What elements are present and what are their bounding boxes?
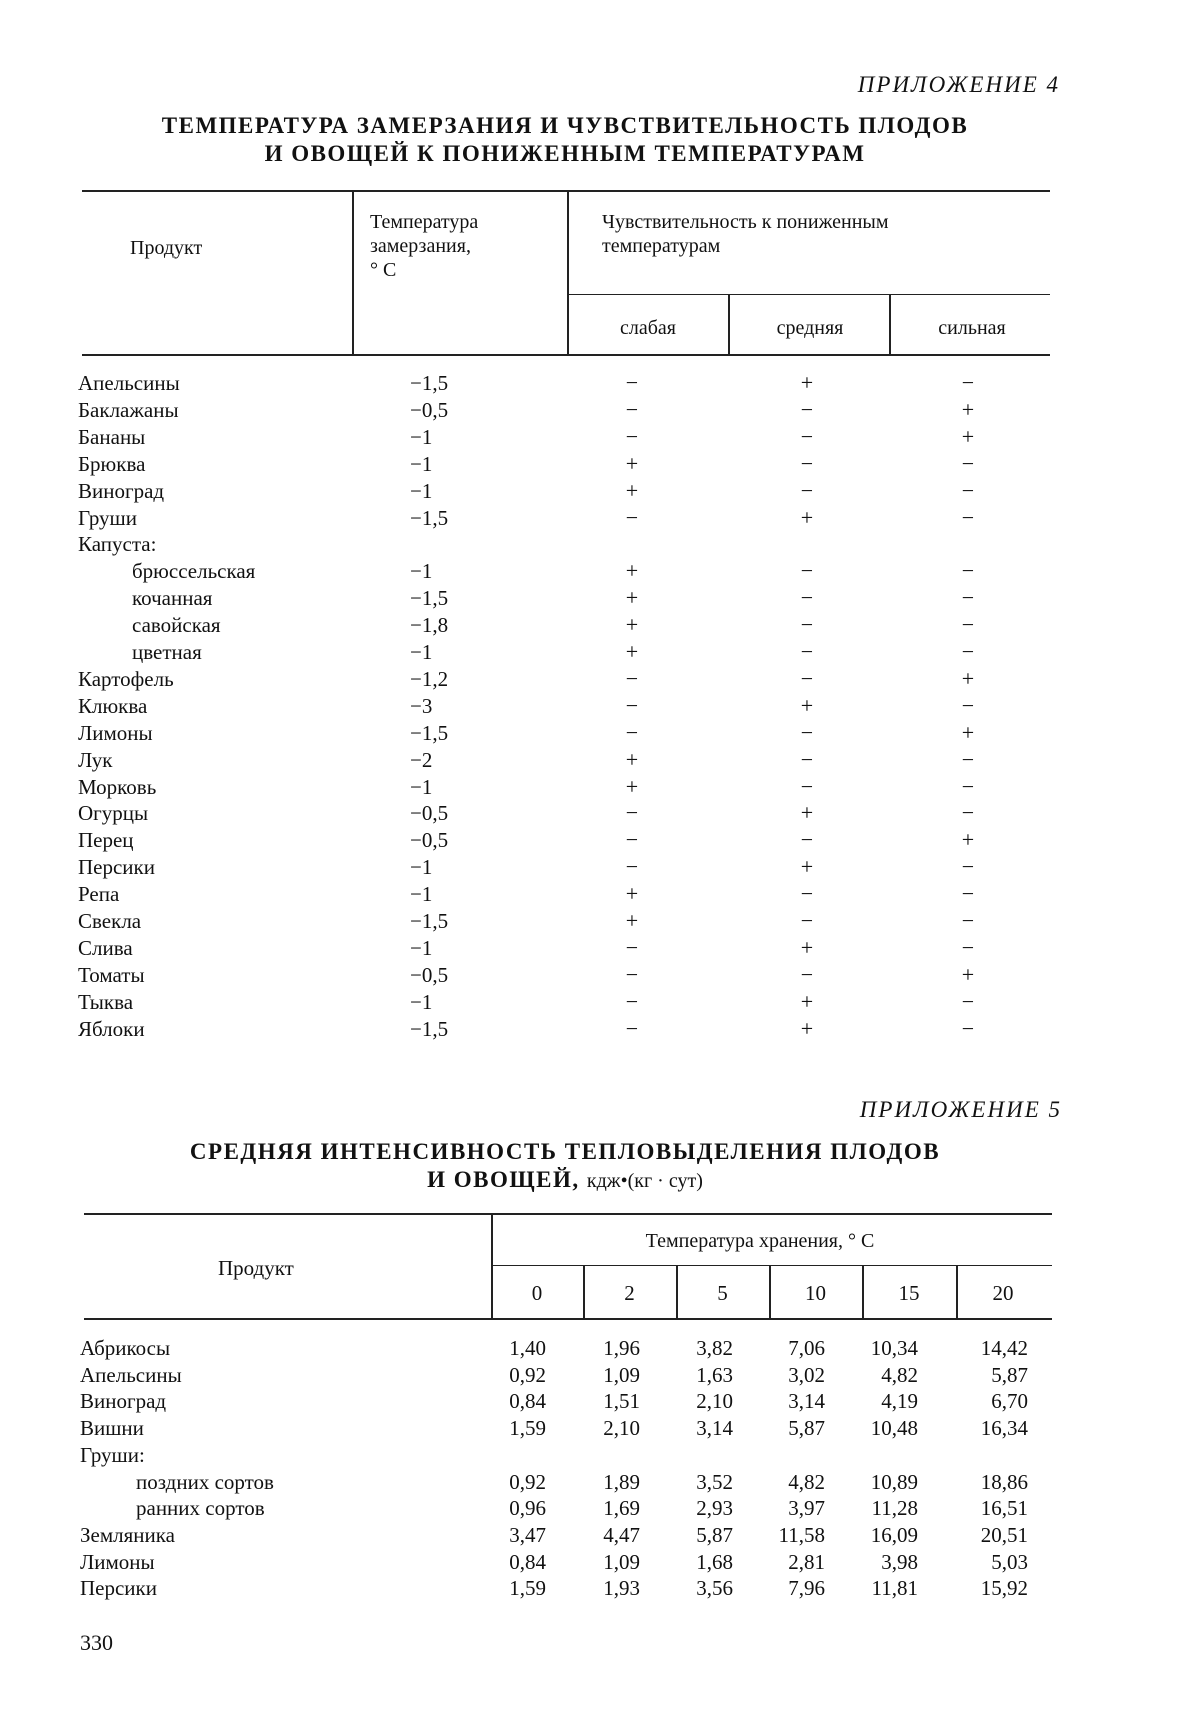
freeze-row-temperature: −1 — [410, 559, 432, 583]
heat-row-product: Персики — [80, 1576, 157, 1600]
heat-row-value: 1,63 — [653, 1363, 733, 1387]
freeze-row-product: Груши — [78, 506, 137, 530]
freeze-header-sensitivity-line-2: температурам — [602, 234, 1042, 258]
heat-row-value: 1,93 — [560, 1576, 640, 1600]
freeze-row-product: Виноград — [78, 479, 164, 503]
freeze-row-product: Брюква — [78, 452, 145, 476]
heat-row-product: поздних сортов — [136, 1470, 274, 1494]
freeze-row-product: Слива — [78, 936, 133, 960]
freeze-row-strong-mark: + — [958, 828, 978, 852]
heat-row-value: 16,51 — [948, 1496, 1028, 1520]
heat-row-value: 3,52 — [653, 1470, 733, 1494]
freeze-row-strong-mark: + — [958, 721, 978, 745]
heat-row-value: 2,81 — [745, 1550, 825, 1574]
freeze-row-weak-mark: + — [622, 479, 642, 503]
freeze-row-medium-mark: − — [797, 721, 817, 745]
freeze-row-temperature: −1,8 — [410, 613, 448, 637]
page-number: 330 — [80, 1630, 113, 1656]
freeze-row-temperature: −2 — [410, 748, 432, 772]
freeze-row-temperature: −1,5 — [410, 506, 448, 530]
heat-table-top-rule — [84, 1213, 1052, 1215]
heat-row-value: 4,82 — [838, 1363, 918, 1387]
freeze-row-strong-mark: − — [958, 748, 978, 772]
freeze-row-weak-mark: − — [622, 936, 642, 960]
freeze-row-strong-mark: − — [958, 479, 978, 503]
freeze-row-product: Морковь — [78, 775, 156, 799]
freeze-row-product: Капуста: — [78, 532, 156, 556]
appendix-5-title-line-2-text: И ОВОЩЕЙ, — [427, 1167, 580, 1192]
heat-header-temp: 0 — [491, 1281, 583, 1305]
freeze-row-medium-mark: − — [797, 667, 817, 691]
heat-table-sub-rule — [492, 1265, 1052, 1266]
freeze-table-header-bottom-rule — [82, 354, 1050, 356]
heat-row-value: 0,92 — [466, 1363, 546, 1387]
freeze-row-product: Картофель — [78, 667, 174, 691]
heat-row-value: 3,14 — [745, 1389, 825, 1413]
freeze-row-product: Свекла — [78, 909, 141, 933]
freeze-row-product: Репа — [78, 882, 119, 906]
heat-row-product: Апельсины — [80, 1363, 182, 1387]
freeze-row-weak-mark: − — [622, 667, 642, 691]
heat-row-value: 0,92 — [466, 1470, 546, 1494]
freeze-row-medium-mark: − — [797, 479, 817, 503]
freeze-header-temperature-line-2: замерзания, — [370, 234, 560, 258]
heat-row-value: 2,93 — [653, 1496, 733, 1520]
freeze-row-strong-mark: − — [958, 694, 978, 718]
freeze-row-medium-mark: − — [797, 398, 817, 422]
freeze-row-weak-mark: − — [622, 721, 642, 745]
heat-row-value: 18,86 — [948, 1470, 1028, 1494]
freeze-row-weak-mark: + — [622, 775, 642, 799]
freeze-row-weak-mark: − — [622, 990, 642, 1014]
heat-row-product: ранних сортов — [136, 1496, 265, 1520]
heat-row-value: 1,89 — [560, 1470, 640, 1494]
freeze-row-strong-mark: − — [958, 371, 978, 395]
freeze-row-weak-mark: − — [622, 963, 642, 987]
freeze-row-strong-mark: − — [958, 909, 978, 933]
heat-row-value: 5,87 — [948, 1363, 1028, 1387]
freeze-row-product: Перец — [78, 828, 134, 852]
freeze-row-medium-mark: − — [797, 586, 817, 610]
appendix-5-title-unit: кдж•(кг · сут) — [587, 1170, 703, 1192]
freeze-row-temperature: −0,5 — [410, 801, 448, 825]
heat-row-value: 3,98 — [838, 1550, 918, 1574]
heat-row-value: 0,84 — [466, 1389, 546, 1413]
freeze-row-medium-mark: + — [797, 936, 817, 960]
heat-header-temp: 5 — [676, 1281, 769, 1305]
heat-row-value: 3,82 — [653, 1336, 733, 1360]
appendix-5-title-line-2 — [80, 1166, 1050, 1195]
freeze-header-temperature-line-3: ° С — [370, 258, 560, 282]
heat-row-value: 10,48 — [838, 1416, 918, 1440]
freeze-row-medium-mark: − — [797, 613, 817, 637]
freeze-row-medium-mark: − — [797, 963, 817, 987]
freeze-row-product: Баклажаны — [78, 398, 179, 422]
freeze-row-strong-mark: − — [958, 506, 978, 530]
freeze-row-weak-mark: + — [622, 640, 642, 664]
heat-row-value: 11,28 — [838, 1496, 918, 1520]
freeze-header-weak: слабая — [568, 316, 728, 340]
heat-row-value: 16,09 — [838, 1523, 918, 1547]
freeze-row-temperature: −1 — [410, 855, 432, 879]
heat-row-value: 11,58 — [745, 1523, 825, 1547]
heat-row-value: 2,10 — [560, 1416, 640, 1440]
freeze-row-weak-mark: + — [622, 586, 642, 610]
heat-row-value: 4,82 — [745, 1470, 825, 1494]
freeze-row-product: Клюква — [78, 694, 147, 718]
freeze-row-medium-mark: + — [797, 990, 817, 1014]
freeze-row-temperature: −1,5 — [410, 371, 448, 395]
freeze-row-strong-mark: + — [958, 667, 978, 691]
freeze-row-medium-mark: − — [797, 882, 817, 906]
heat-row-product: Груши: — [80, 1443, 145, 1467]
freeze-table-top-rule — [82, 190, 1050, 192]
heat-row-value: 4,47 — [560, 1523, 640, 1547]
freeze-row-medium-mark: + — [797, 801, 817, 825]
freeze-row-strong-mark: − — [958, 882, 978, 906]
heat-row-value: 1,59 — [466, 1416, 546, 1440]
freeze-row-strong-mark: − — [958, 775, 978, 799]
freeze-row-medium-mark: − — [797, 909, 817, 933]
appendix-4-title — [80, 112, 1050, 168]
heat-row-value: 3,97 — [745, 1496, 825, 1520]
freeze-row-weak-mark: − — [622, 828, 642, 852]
freeze-row-temperature: −1 — [410, 936, 432, 960]
freeze-row-weak-mark: − — [622, 855, 642, 879]
heat-row-value: 4,19 — [838, 1389, 918, 1413]
freeze-row-medium-mark: − — [797, 640, 817, 664]
freeze-row-weak-mark: + — [622, 909, 642, 933]
freeze-row-strong-mark: + — [958, 398, 978, 422]
freeze-row-product: кочанная — [132, 586, 212, 610]
heat-row-value: 5,03 — [948, 1550, 1028, 1574]
freeze-row-medium-mark: − — [797, 748, 817, 772]
freeze-row-product: Лимоны — [78, 721, 153, 745]
freeze-row-weak-mark: − — [622, 694, 642, 718]
freeze-row-product: Апельсины — [78, 371, 180, 395]
appendix-5-title — [80, 1138, 1050, 1195]
heat-row-value: 1,69 — [560, 1496, 640, 1520]
freeze-row-temperature: −1,5 — [410, 909, 448, 933]
freeze-row-temperature: −3 — [410, 694, 432, 718]
freeze-row-strong-mark: − — [958, 1017, 978, 1041]
freeze-row-temperature: −1,5 — [410, 721, 448, 745]
heat-row-value: 11,81 — [838, 1576, 918, 1600]
freeze-row-temperature: −1 — [410, 452, 432, 476]
heat-row-value: 3,02 — [745, 1363, 825, 1387]
heat-row-value: 5,87 — [653, 1523, 733, 1547]
freeze-row-weak-mark: + — [622, 748, 642, 772]
heat-row-value: 15,92 — [948, 1576, 1028, 1600]
appendix-5-title-line-1: СРЕДНЯЯ ИНТЕНСИВНОСТЬ ТЕПЛОВЫДЕЛЕНИЯ ПЛОДОВ — [80, 1138, 1050, 1166]
freeze-row-temperature: −1 — [410, 990, 432, 1014]
heat-row-value: 1,59 — [466, 1576, 546, 1600]
heat-header-temperature: Температура хранения, ° С — [560, 1229, 960, 1253]
heat-row-value: 1,51 — [560, 1389, 640, 1413]
heat-row-value: 1,68 — [653, 1550, 733, 1574]
freeze-row-product: Лук — [78, 748, 112, 772]
heat-row-value: 0,96 — [466, 1496, 546, 1520]
freeze-row-strong-mark: − — [958, 990, 978, 1014]
freeze-row-strong-mark: − — [958, 936, 978, 960]
freeze-row-strong-mark: − — [958, 613, 978, 637]
heat-row-value: 1,96 — [560, 1336, 640, 1360]
heat-row-value: 14,42 — [948, 1336, 1028, 1360]
freeze-row-strong-mark: − — [958, 640, 978, 664]
freeze-header-sensitivity — [602, 210, 1042, 258]
freeze-header-sensitivity-line-1: Чувствительность к пониженным — [602, 210, 1042, 234]
freeze-row-product: цветная — [132, 640, 202, 664]
heat-row-value: 10,89 — [838, 1470, 918, 1494]
freeze-row-product: Огурцы — [78, 801, 148, 825]
freeze-row-strong-mark: − — [958, 801, 978, 825]
freeze-row-medium-mark: − — [797, 775, 817, 799]
freeze-row-weak-mark: + — [622, 559, 642, 583]
heat-row-value: 5,87 — [745, 1416, 825, 1440]
freeze-row-temperature: −1 — [410, 775, 432, 799]
freeze-row-weak-mark: − — [622, 1017, 642, 1041]
freeze-row-medium-mark: − — [797, 425, 817, 449]
freeze-row-weak-mark: + — [622, 882, 642, 906]
heat-row-value: 1,09 — [560, 1363, 640, 1387]
freeze-row-product: Персики — [78, 855, 155, 879]
heat-row-value: 10,34 — [838, 1336, 918, 1360]
heat-row-value: 7,06 — [745, 1336, 825, 1360]
heat-row-product: Виноград — [80, 1389, 166, 1413]
freeze-row-product: савойская — [132, 613, 221, 637]
freeze-row-temperature: −1,2 — [410, 667, 448, 691]
freeze-row-temperature: −1 — [410, 640, 432, 664]
heat-header-product: Продукт — [218, 1256, 294, 1280]
freeze-row-strong-mark: − — [958, 452, 978, 476]
heat-row-value: 20,51 — [948, 1523, 1028, 1547]
freeze-row-temperature: −1 — [410, 882, 432, 906]
freeze-row-temperature: −1 — [410, 479, 432, 503]
freeze-row-strong-mark: + — [958, 425, 978, 449]
heat-row-value: 3,56 — [653, 1576, 733, 1600]
heat-row-value: 1,40 — [466, 1336, 546, 1360]
freeze-row-product: брюссельская — [132, 559, 255, 583]
heat-row-value: 2,10 — [653, 1389, 733, 1413]
heat-row-value: 3,14 — [653, 1416, 733, 1440]
appendix-4-title-line-1: ТЕМПЕРАТУРА ЗАМЕРЗАНИЯ И ЧУВСТВИТЕЛЬНОСТЬ ПЛОДОВ — [80, 112, 1050, 140]
freeze-row-medium-mark: − — [797, 559, 817, 583]
freeze-row-product: Тыква — [78, 990, 133, 1014]
freeze-table-vline-1 — [352, 190, 354, 355]
heat-row-value: 6,70 — [948, 1389, 1028, 1413]
freeze-row-medium-mark: + — [797, 371, 817, 395]
heat-header-temp: 15 — [862, 1281, 956, 1305]
heat-table-header-bottom-rule — [84, 1318, 1052, 1320]
heat-row-value: 1,09 — [560, 1550, 640, 1574]
heat-row-value: 7,96 — [745, 1576, 825, 1600]
freeze-row-weak-mark: − — [622, 801, 642, 825]
freeze-row-weak-mark: − — [622, 371, 642, 395]
freeze-row-strong-mark: + — [958, 963, 978, 987]
heat-row-value: 0,84 — [466, 1550, 546, 1574]
freeze-header-temperature-line-1: Температура — [370, 210, 560, 234]
freeze-row-temperature: −1,5 — [410, 586, 448, 610]
freeze-header-strong: сильная — [892, 316, 1052, 340]
freeze-row-weak-mark: + — [622, 452, 642, 476]
freeze-row-medium-mark: + — [797, 1017, 817, 1041]
freeze-row-medium-mark: − — [797, 828, 817, 852]
freeze-row-weak-mark: − — [622, 506, 642, 530]
freeze-row-temperature: −0,5 — [410, 398, 448, 422]
heat-row-product: Абрикосы — [80, 1336, 170, 1360]
freeze-row-strong-mark: − — [958, 559, 978, 583]
heat-header-temp: 2 — [583, 1281, 676, 1305]
freeze-row-medium-mark: + — [797, 506, 817, 530]
freeze-row-strong-mark: − — [958, 586, 978, 610]
freeze-row-product: Томаты — [78, 963, 145, 987]
heat-row-product: Вишни — [80, 1416, 144, 1440]
heat-row-product: Земляника — [80, 1523, 175, 1547]
freeze-row-temperature: −1,5 — [410, 1017, 448, 1041]
freeze-row-temperature: −0,5 — [410, 828, 448, 852]
freeze-row-weak-mark: − — [622, 398, 642, 422]
heat-row-value: 16,34 — [948, 1416, 1028, 1440]
freeze-row-weak-mark: + — [622, 613, 642, 637]
freeze-row-medium-mark: − — [797, 452, 817, 476]
heat-header-temp: 20 — [956, 1281, 1050, 1305]
freeze-header-product: Продукт — [130, 236, 202, 260]
freeze-row-product: Бананы — [78, 425, 145, 449]
appendix-5-label: ПРИЛОЖЕНИЕ 5 — [700, 1097, 1062, 1123]
freeze-row-strong-mark: − — [958, 855, 978, 879]
appendix-4-title-line-2: И ОВОЩЕЙ К ПОНИЖЕННЫМ ТЕМПЕРАТУРАМ — [80, 140, 1050, 168]
freeze-header-medium: средняя — [730, 316, 890, 340]
freeze-row-temperature: −0,5 — [410, 963, 448, 987]
freeze-row-temperature: −1 — [410, 425, 432, 449]
appendix-4-label: ПРИЛОЖЕНИЕ 4 — [700, 72, 1060, 98]
freeze-row-weak-mark: − — [622, 425, 642, 449]
freeze-row-product: Яблоки — [78, 1017, 145, 1041]
heat-header-temp: 10 — [769, 1281, 862, 1305]
freeze-header-temperature — [370, 210, 560, 282]
heat-row-product: Лимоны — [80, 1550, 155, 1574]
freeze-row-medium-mark: + — [797, 855, 817, 879]
freeze-row-medium-mark: + — [797, 694, 817, 718]
freeze-table-sub-rule — [568, 294, 1050, 295]
heat-row-value: 3,47 — [466, 1523, 546, 1547]
